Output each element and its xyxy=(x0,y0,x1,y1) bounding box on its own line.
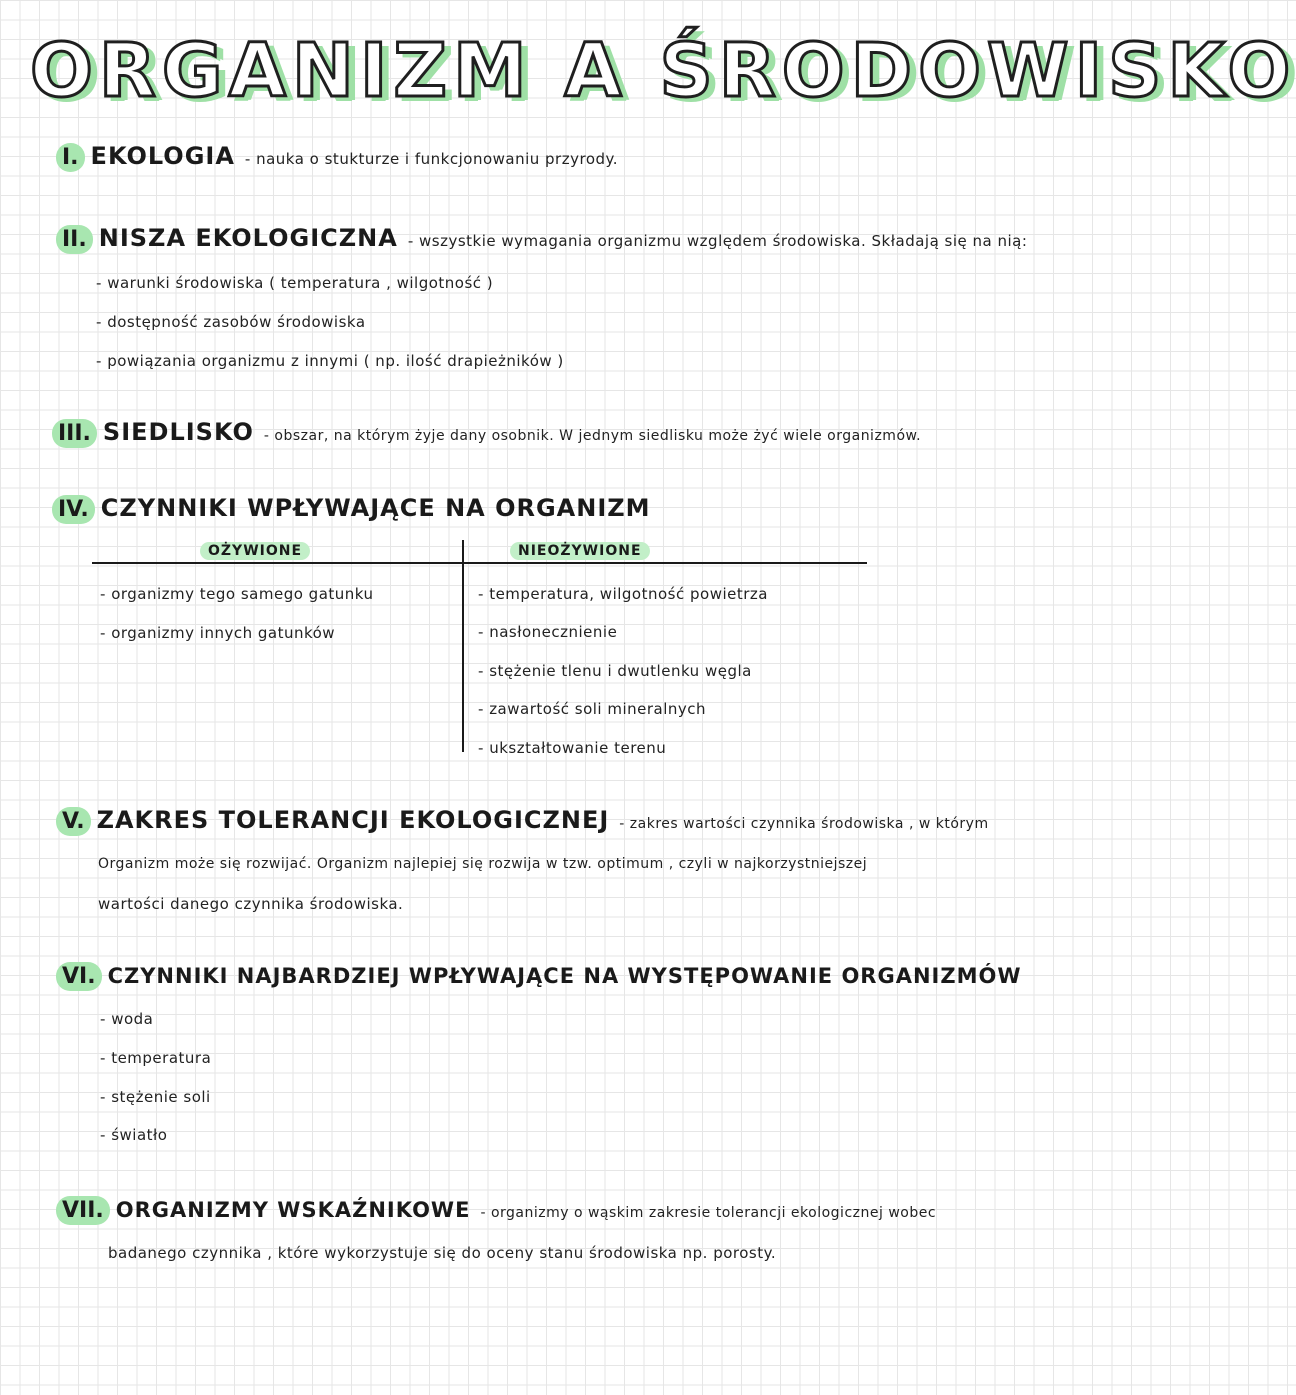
section-definition: - zakres wartości czynnika środowiska , w którym xyxy=(619,816,989,832)
section-wystepowanie xyxy=(56,962,1021,991)
table-column-divider xyxy=(462,540,464,752)
section-heading: CZYNNIKI NAJBARDZIEJ WPŁYWAJĄCE NA WYSTĘPOWANIE ORGANIZMÓW xyxy=(107,964,1022,988)
section-nisza xyxy=(56,224,1027,254)
section-heading: ORGANIZMY WSKAŹNIKOWE xyxy=(115,1198,471,1222)
list-item: - stężenie soli xyxy=(100,1088,211,1106)
section-heading: EKOLOGIA xyxy=(90,142,235,170)
section-wskaznikowe xyxy=(56,1196,936,1225)
section-text: badanego czynnika , które wykorzystuje się do oceny stanu środowiska np. porosty. xyxy=(108,1244,777,1262)
section-number: III. xyxy=(52,419,97,448)
abiotic-item: - stężenie tlenu i dwutlenku węgla xyxy=(478,662,752,680)
list-item: - warunki środowiska ( temperatura , wilgotność ) xyxy=(96,274,493,292)
section-number: IV. xyxy=(52,495,95,524)
section-ekologia xyxy=(56,142,618,172)
section-definition: - organizmy o wąskim zakresie tolerancji ekologicznej wobec xyxy=(480,1205,937,1221)
section-definition: - nauka o stukturze i funkcjonowaniu przyrody. xyxy=(244,150,619,168)
section-tolerancja xyxy=(56,806,989,836)
abiotic-item: - temperatura, wilgotność powietrza xyxy=(478,585,768,603)
list-item: - dostępność zasobów środowiska xyxy=(96,313,366,331)
section-siedlisko xyxy=(52,418,921,448)
section-number: V. xyxy=(56,807,91,836)
section-heading: NISZA EKOLOGICZNA xyxy=(98,224,398,252)
section-heading: ZAKRES TOLERANCJI EKOLOGICZNEJ xyxy=(96,806,610,834)
abiotic-item: - zawartość soli mineralnych xyxy=(478,700,706,718)
section-number: VI. xyxy=(56,962,102,991)
section-definition: - wszystkie wymagania organizmu względem środowiska. Składają się na nią: xyxy=(407,232,1028,250)
section-number: VII. xyxy=(56,1196,110,1225)
section-heading: SIEDLISKO xyxy=(102,418,254,446)
section-definition: - obszar, na którym żyje dany osobnik. W jednym siedlisku może żyć wiele organizmów. xyxy=(263,428,922,444)
section-number: I. xyxy=(56,143,85,172)
list-item: - woda xyxy=(100,1010,153,1028)
section-number: II. xyxy=(56,225,93,254)
section-text: Organizm może się rozwijać. Organizm najlepiej się rozwija w tzw. optimum , czyli w najkorzystniejszej xyxy=(98,856,868,872)
section-heading: CZYNNIKI WPŁYWAJĄCE NA ORGANIZM xyxy=(100,494,651,522)
biotic-item: - organizmy tego samego gatunku xyxy=(100,585,374,603)
section-czynniki xyxy=(52,494,651,524)
list-item: - temperatura xyxy=(100,1049,211,1067)
abiotic-item: - ukształtowanie terenu xyxy=(478,739,666,757)
table-divider xyxy=(92,562,867,564)
list-item: - powiązania organizmu z innymi ( np. ilość drapieżników ) xyxy=(96,352,564,370)
biotic-header: OŻYWIONE xyxy=(200,542,310,560)
list-item: - światło xyxy=(100,1126,167,1144)
page-title: ORGANIZM A ŚRODOWISKO xyxy=(30,28,1296,114)
abiotic-header: NIEOŻYWIONE xyxy=(510,542,650,560)
biotic-item: - organizmy innych gatunków xyxy=(100,624,335,642)
section-text: wartości danego czynnika środowiska. xyxy=(98,895,404,913)
abiotic-item: - nasłonecznienie xyxy=(478,623,617,641)
